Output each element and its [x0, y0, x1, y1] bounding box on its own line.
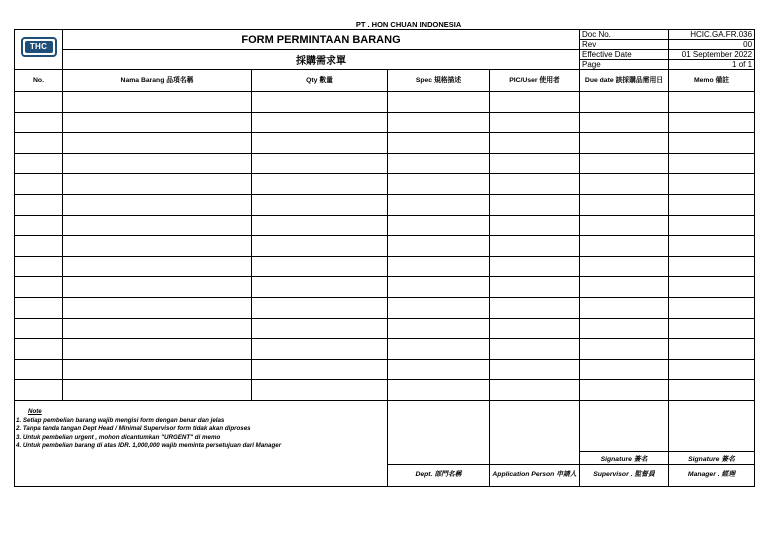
- cell-item-name[interactable]: [63, 153, 252, 174]
- cell-spec[interactable]: [388, 277, 490, 298]
- cell-due-date[interactable]: [580, 297, 669, 318]
- form-table: [14, 19, 755, 487]
- applicant-label: Application Person 申請人: [490, 464, 580, 486]
- cell-spec[interactable]: [388, 339, 490, 360]
- cell-memo[interactable]: [669, 380, 755, 401]
- purchase-request-form: [14, 19, 754, 487]
- cell-no[interactable]: [15, 112, 63, 133]
- cell-due-date[interactable]: [580, 112, 669, 133]
- cell-memo[interactable]: [669, 277, 755, 298]
- cell-no[interactable]: [15, 380, 63, 401]
- cell-memo[interactable]: [669, 174, 755, 195]
- doc-no-label: Doc No.: [580, 30, 669, 40]
- cell-pic-user[interactable]: [490, 256, 580, 277]
- cell-qty[interactable]: [252, 380, 388, 401]
- cell-memo[interactable]: [669, 318, 755, 339]
- cell-spec[interactable]: [388, 92, 490, 113]
- cell-item-name[interactable]: [63, 215, 252, 236]
- note-item: 1. Setiap pembelian barang wajib mengisi form dengan benar dan jelas: [16, 416, 225, 424]
- cell-qty[interactable]: [252, 236, 388, 257]
- cell-memo[interactable]: [669, 194, 755, 215]
- table-row: [15, 92, 755, 113]
- cell-qty[interactable]: [252, 112, 388, 133]
- form-subtitle: 採購需求單: [63, 50, 580, 70]
- cell-qty[interactable]: [252, 297, 388, 318]
- cell-no[interactable]: [15, 359, 63, 380]
- cell-item-name[interactable]: [63, 194, 252, 215]
- cell-qty[interactable]: [252, 194, 388, 215]
- cell-pic-user[interactable]: [490, 215, 580, 236]
- cell-pic-user[interactable]: [490, 277, 580, 298]
- form-title: FORM PERMINTAAN BARANG: [63, 30, 580, 50]
- cell-memo[interactable]: [669, 133, 755, 154]
- rev-value: 00: [669, 40, 755, 50]
- note-item: 4. Untuk pembelian barang di atas IDR. 1,000,000 wajib meminta persetujuan dari Manager: [16, 442, 282, 450]
- page-label: Page: [580, 60, 669, 70]
- cell-no[interactable]: [15, 277, 63, 298]
- page-value: 1 of 1: [669, 60, 755, 70]
- dept-label: Dept. 部門名稱: [388, 464, 490, 486]
- table-row: [15, 236, 755, 257]
- cell-qty[interactable]: [252, 215, 388, 236]
- table-row: [15, 359, 755, 380]
- cell-memo[interactable]: [669, 153, 755, 174]
- note-item: 3. Untuk pembelian urgent , mohon dicantumkan "URGENT" di memo: [16, 433, 221, 441]
- doc-no-value: HCIC.GA.FR.036: [669, 30, 755, 40]
- cell-item-name[interactable]: [63, 339, 252, 360]
- cell-spec[interactable]: [388, 256, 490, 277]
- cell-qty[interactable]: [252, 359, 388, 380]
- table-row: [15, 112, 755, 133]
- cell-no[interactable]: [15, 215, 63, 236]
- cell-pic-user[interactable]: [490, 236, 580, 257]
- table-row: [15, 339, 755, 360]
- cell-pic-user[interactable]: [490, 153, 580, 174]
- cell-item-name[interactable]: [63, 236, 252, 257]
- cell-memo[interactable]: [669, 256, 755, 277]
- cell-qty[interactable]: [252, 133, 388, 154]
- table-row: [15, 133, 755, 154]
- cell-pic-user[interactable]: [490, 112, 580, 133]
- cell-pic-user[interactable]: [490, 92, 580, 113]
- cell-spec[interactable]: [388, 174, 490, 195]
- cell-item-name[interactable]: [63, 133, 252, 154]
- table-row: [15, 318, 755, 339]
- cell-item-name[interactable]: [63, 380, 252, 401]
- cell-pic-user[interactable]: [490, 133, 580, 154]
- cell-due-date[interactable]: [580, 277, 669, 298]
- cell-spec[interactable]: [388, 318, 490, 339]
- cell-memo[interactable]: [669, 112, 755, 133]
- cell-item-name[interactable]: [63, 112, 252, 133]
- cell-memo[interactable]: [669, 297, 755, 318]
- cell-item-name[interactable]: [63, 174, 252, 195]
- cell-due-date[interactable]: [580, 133, 669, 154]
- dept-signature-box[interactable]: [388, 400, 490, 464]
- cell-memo[interactable]: [669, 236, 755, 257]
- table-row: [15, 277, 755, 298]
- cell-memo[interactable]: [669, 359, 755, 380]
- cell-no[interactable]: [15, 153, 63, 174]
- cell-qty[interactable]: [252, 92, 388, 113]
- cell-spec[interactable]: [388, 380, 490, 401]
- cell-no[interactable]: [15, 194, 63, 215]
- cell-memo[interactable]: [669, 92, 755, 113]
- company-name: PT . HON CHUAN INDONESIA: [355, 19, 462, 29]
- cell-spec[interactable]: [388, 112, 490, 133]
- cell-item-name[interactable]: [63, 359, 252, 380]
- supervisor-signature-box[interactable]: [580, 400, 669, 451]
- note-item: 2. Tanpa tanda tangan Dept Head / Minimal Supervisor form tidak akan diproses: [16, 425, 251, 433]
- supervisor-signature-label: Signature 簽名: [580, 451, 669, 464]
- rev-label: Rev: [580, 40, 669, 50]
- item-rows: [15, 92, 755, 401]
- cell-due-date[interactable]: [580, 380, 669, 401]
- cell-no[interactable]: [15, 318, 63, 339]
- cell-due-date[interactable]: [580, 256, 669, 277]
- cell-no[interactable]: [15, 256, 63, 277]
- cell-due-date[interactable]: [580, 194, 669, 215]
- cell-qty[interactable]: [252, 339, 388, 360]
- cell-due-date[interactable]: [580, 236, 669, 257]
- cell-item-name[interactable]: [63, 297, 252, 318]
- cell-pic-user[interactable]: [490, 339, 580, 360]
- table-row: [15, 153, 755, 174]
- cell-item-name[interactable]: [63, 318, 252, 339]
- cell-qty[interactable]: [252, 318, 388, 339]
- cell-item-name[interactable]: [63, 256, 252, 277]
- cell-spec[interactable]: [388, 236, 490, 257]
- col-item-name: Nama Barang 品項名稱: [63, 70, 252, 92]
- logo-text: THC: [25, 41, 53, 53]
- cell-due-date[interactable]: [580, 92, 669, 113]
- cell-pic-user[interactable]: [490, 194, 580, 215]
- cell-due-date[interactable]: [580, 318, 669, 339]
- cell-item-name[interactable]: [63, 277, 252, 298]
- manager-signature-label: Signature 簽名: [669, 451, 755, 464]
- cell-qty[interactable]: [252, 277, 388, 298]
- table-row: [15, 215, 755, 236]
- cell-due-date[interactable]: [580, 359, 669, 380]
- cell-due-date[interactable]: [580, 215, 669, 236]
- applicant-signature-box[interactable]: [490, 400, 580, 464]
- cell-no[interactable]: [15, 92, 63, 113]
- col-qty: Qty 數量: [252, 70, 388, 92]
- cell-spec[interactable]: [388, 153, 490, 174]
- cell-pic-user[interactable]: [490, 297, 580, 318]
- cell-no[interactable]: [15, 297, 63, 318]
- notes-block: [15, 400, 388, 486]
- col-spec: Spec 規格描述: [388, 70, 490, 92]
- supervisor-label: Supervisor . 監督員: [580, 464, 669, 486]
- effective-date-label: Effective Date: [580, 50, 669, 60]
- cell-pic-user[interactable]: [490, 318, 580, 339]
- cell-pic-user[interactable]: [490, 174, 580, 195]
- cell-qty[interactable]: [252, 153, 388, 174]
- cell-spec[interactable]: [388, 215, 490, 236]
- cell-qty[interactable]: [252, 174, 388, 195]
- cell-spec[interactable]: [388, 359, 490, 380]
- table-row: [15, 297, 755, 318]
- cell-item-name[interactable]: [63, 92, 252, 113]
- company-logo: [21, 37, 57, 57]
- cell-memo[interactable]: [669, 339, 755, 360]
- cell-no[interactable]: [15, 174, 63, 195]
- effective-date-value: 01 September 2022: [669, 50, 755, 60]
- cell-spec[interactable]: [388, 297, 490, 318]
- cell-no[interactable]: [15, 133, 63, 154]
- table-row: [15, 380, 755, 401]
- cell-no[interactable]: [15, 339, 63, 360]
- cell-spec[interactable]: [388, 194, 490, 215]
- table-row: [15, 256, 755, 277]
- manager-signature-box[interactable]: [669, 400, 755, 451]
- cell-qty[interactable]: [252, 256, 388, 277]
- cell-pic-user[interactable]: [490, 380, 580, 401]
- manager-label: Manager . 經理: [669, 464, 755, 486]
- col-no: No.: [15, 70, 63, 92]
- cell-due-date[interactable]: [580, 153, 669, 174]
- cell-spec[interactable]: [388, 133, 490, 154]
- table-row: [15, 174, 755, 195]
- table-row: [15, 194, 755, 215]
- cell-no[interactable]: [15, 236, 63, 257]
- cell-pic-user[interactable]: [490, 359, 580, 380]
- cell-memo[interactable]: [669, 215, 755, 236]
- col-due-date: Due date 該採購品需用日: [580, 70, 669, 92]
- cell-due-date[interactable]: [580, 174, 669, 195]
- col-memo: Memo 備註: [669, 70, 755, 92]
- logo-cell: [15, 30, 63, 70]
- cell-due-date[interactable]: [580, 339, 669, 360]
- notes-title: Note: [28, 407, 42, 415]
- col-pic-user: PIC/User 使用者: [490, 70, 580, 92]
